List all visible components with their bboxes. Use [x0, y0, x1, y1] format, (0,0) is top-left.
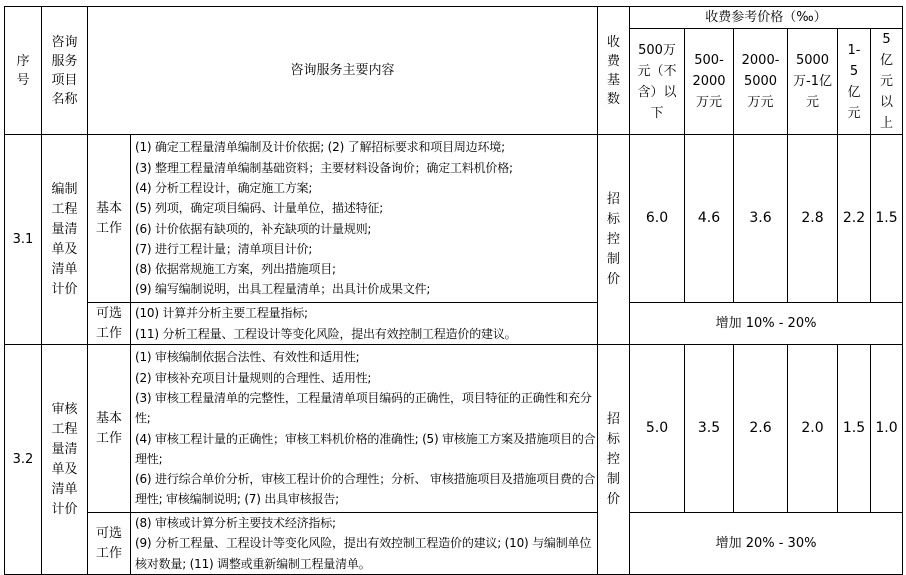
price-cell: 4.6: [685, 135, 734, 303]
fee-table: [4, 6, 903, 575]
price-cell: 3.5: [685, 345, 734, 513]
list-item: (1) 审核编制依据合法性、有效性和适用性;: [135, 350, 360, 365]
header-seq: 序号: [5, 7, 42, 135]
list-item: (9) 分析工程量、工程设计等变化风险，提出有效控制工程造价的建议; (10) 与编制单位核对数量; (11) 调整或重新编制工程量清单。: [135, 536, 592, 571]
header-fee-basis: 收费基数: [598, 7, 630, 135]
list-item: (7) 进行工程计量；清单项目计价;: [135, 241, 313, 256]
price-cell: 2.2: [838, 135, 871, 303]
list-item: (3) 整理工程量清单编制基础资料；主要材料设备询价；确定工料机价格;: [135, 160, 513, 175]
section-seq: 3.1: [5, 135, 42, 345]
section-name: 审核工程量清单及清单计价: [42, 345, 88, 575]
price-cell: 6.0: [630, 135, 685, 303]
tier-header: 5亿元以上: [871, 29, 903, 135]
list-item: (4) 分析工程设计，确定施工方案;: [135, 180, 313, 195]
optional-work-items: [131, 513, 598, 575]
optional-increase: 增加 10% - 20%: [630, 303, 903, 345]
tier-header: 500万元（不含）以下: [630, 29, 685, 135]
tier-header: 2000-5000万元: [734, 29, 788, 135]
optional-work-label: 可选工作: [88, 513, 131, 575]
optional-work-label: 可选工作: [88, 303, 131, 345]
price-cell: 2.6: [734, 345, 788, 513]
list-item: (1) 确定工程量清单编制及计价依据; (2) 了解招标要求和项目周边环境;: [135, 140, 505, 155]
list-item: (10) 计算并分析主要工程量指标;: [135, 306, 308, 321]
list-item: (5) 列项，确定项目编码、计量单位，描述特征;: [135, 201, 384, 216]
section-seq: 3.2: [5, 345, 42, 575]
section-name: 编制工程量清单及清单计价: [42, 135, 88, 345]
price-cell: 1.5: [838, 345, 871, 513]
fee-basis: 招标控制价: [598, 345, 630, 575]
list-item: (8) 审核或计算分析主要技术经济指标;: [135, 516, 336, 531]
list-item: (6) 进行综合单价分析，审核工程计价的合理性；分析、 审核措施项目及措施项目费的合理性; 审核编制说明; (7) 出具审核报告;: [135, 472, 596, 507]
basic-work-label: 基本工作: [88, 135, 131, 303]
basic-work-label: 基本工作: [88, 345, 131, 513]
basic-work-items: [131, 135, 598, 303]
optional-increase: 增加 20% - 30%: [630, 513, 903, 575]
fee-basis: 招标控制价: [598, 135, 630, 345]
tier-header: 5000万-1亿元: [788, 29, 838, 135]
list-item: (3) 审核工程量清单的完整性，工程量清单项目编码的正确性，项目特征的正确性和充分性;: [135, 390, 592, 426]
list-item: (11) 分析工程量、工程设计等变化风险，提出有效控制工程造价的建议。: [135, 326, 517, 341]
basic-work-items: [131, 345, 598, 513]
price-cell: 2.0: [788, 345, 838, 513]
list-item: (4) 审核工程计量的正确性；审核工料机价格的准确性; (5) 审核施工方案及措施项目的合理性;: [135, 431, 596, 466]
tier-header: 1-5亿元: [838, 29, 871, 135]
list-item: (6) 计价依据有缺项的，补充缺项的计量规则;: [135, 221, 372, 236]
header-content: 咨询服务主要内容: [88, 7, 598, 135]
price-cell: 5.0: [630, 345, 685, 513]
price-cell: 3.6: [734, 135, 788, 303]
list-item: (9) 编写编制说明，出具工程量清单；出具计价成果文件;: [135, 282, 431, 297]
list-item: (2) 审核补充项目计量规则的合理性、适用性;: [135, 370, 372, 385]
price-cell: 1.5: [871, 135, 903, 303]
header-price-group: 收费参考价格（‰）: [630, 7, 903, 29]
header-project: 咨询服务项目名称: [42, 7, 88, 135]
list-item: (8) 依据常规施工方案，列出措施项目;: [135, 262, 336, 277]
optional-work-items: [131, 303, 598, 345]
tier-header: 500-2000万元: [685, 29, 734, 135]
price-cell: 1.0: [871, 345, 903, 513]
price-cell: 2.8: [788, 135, 838, 303]
